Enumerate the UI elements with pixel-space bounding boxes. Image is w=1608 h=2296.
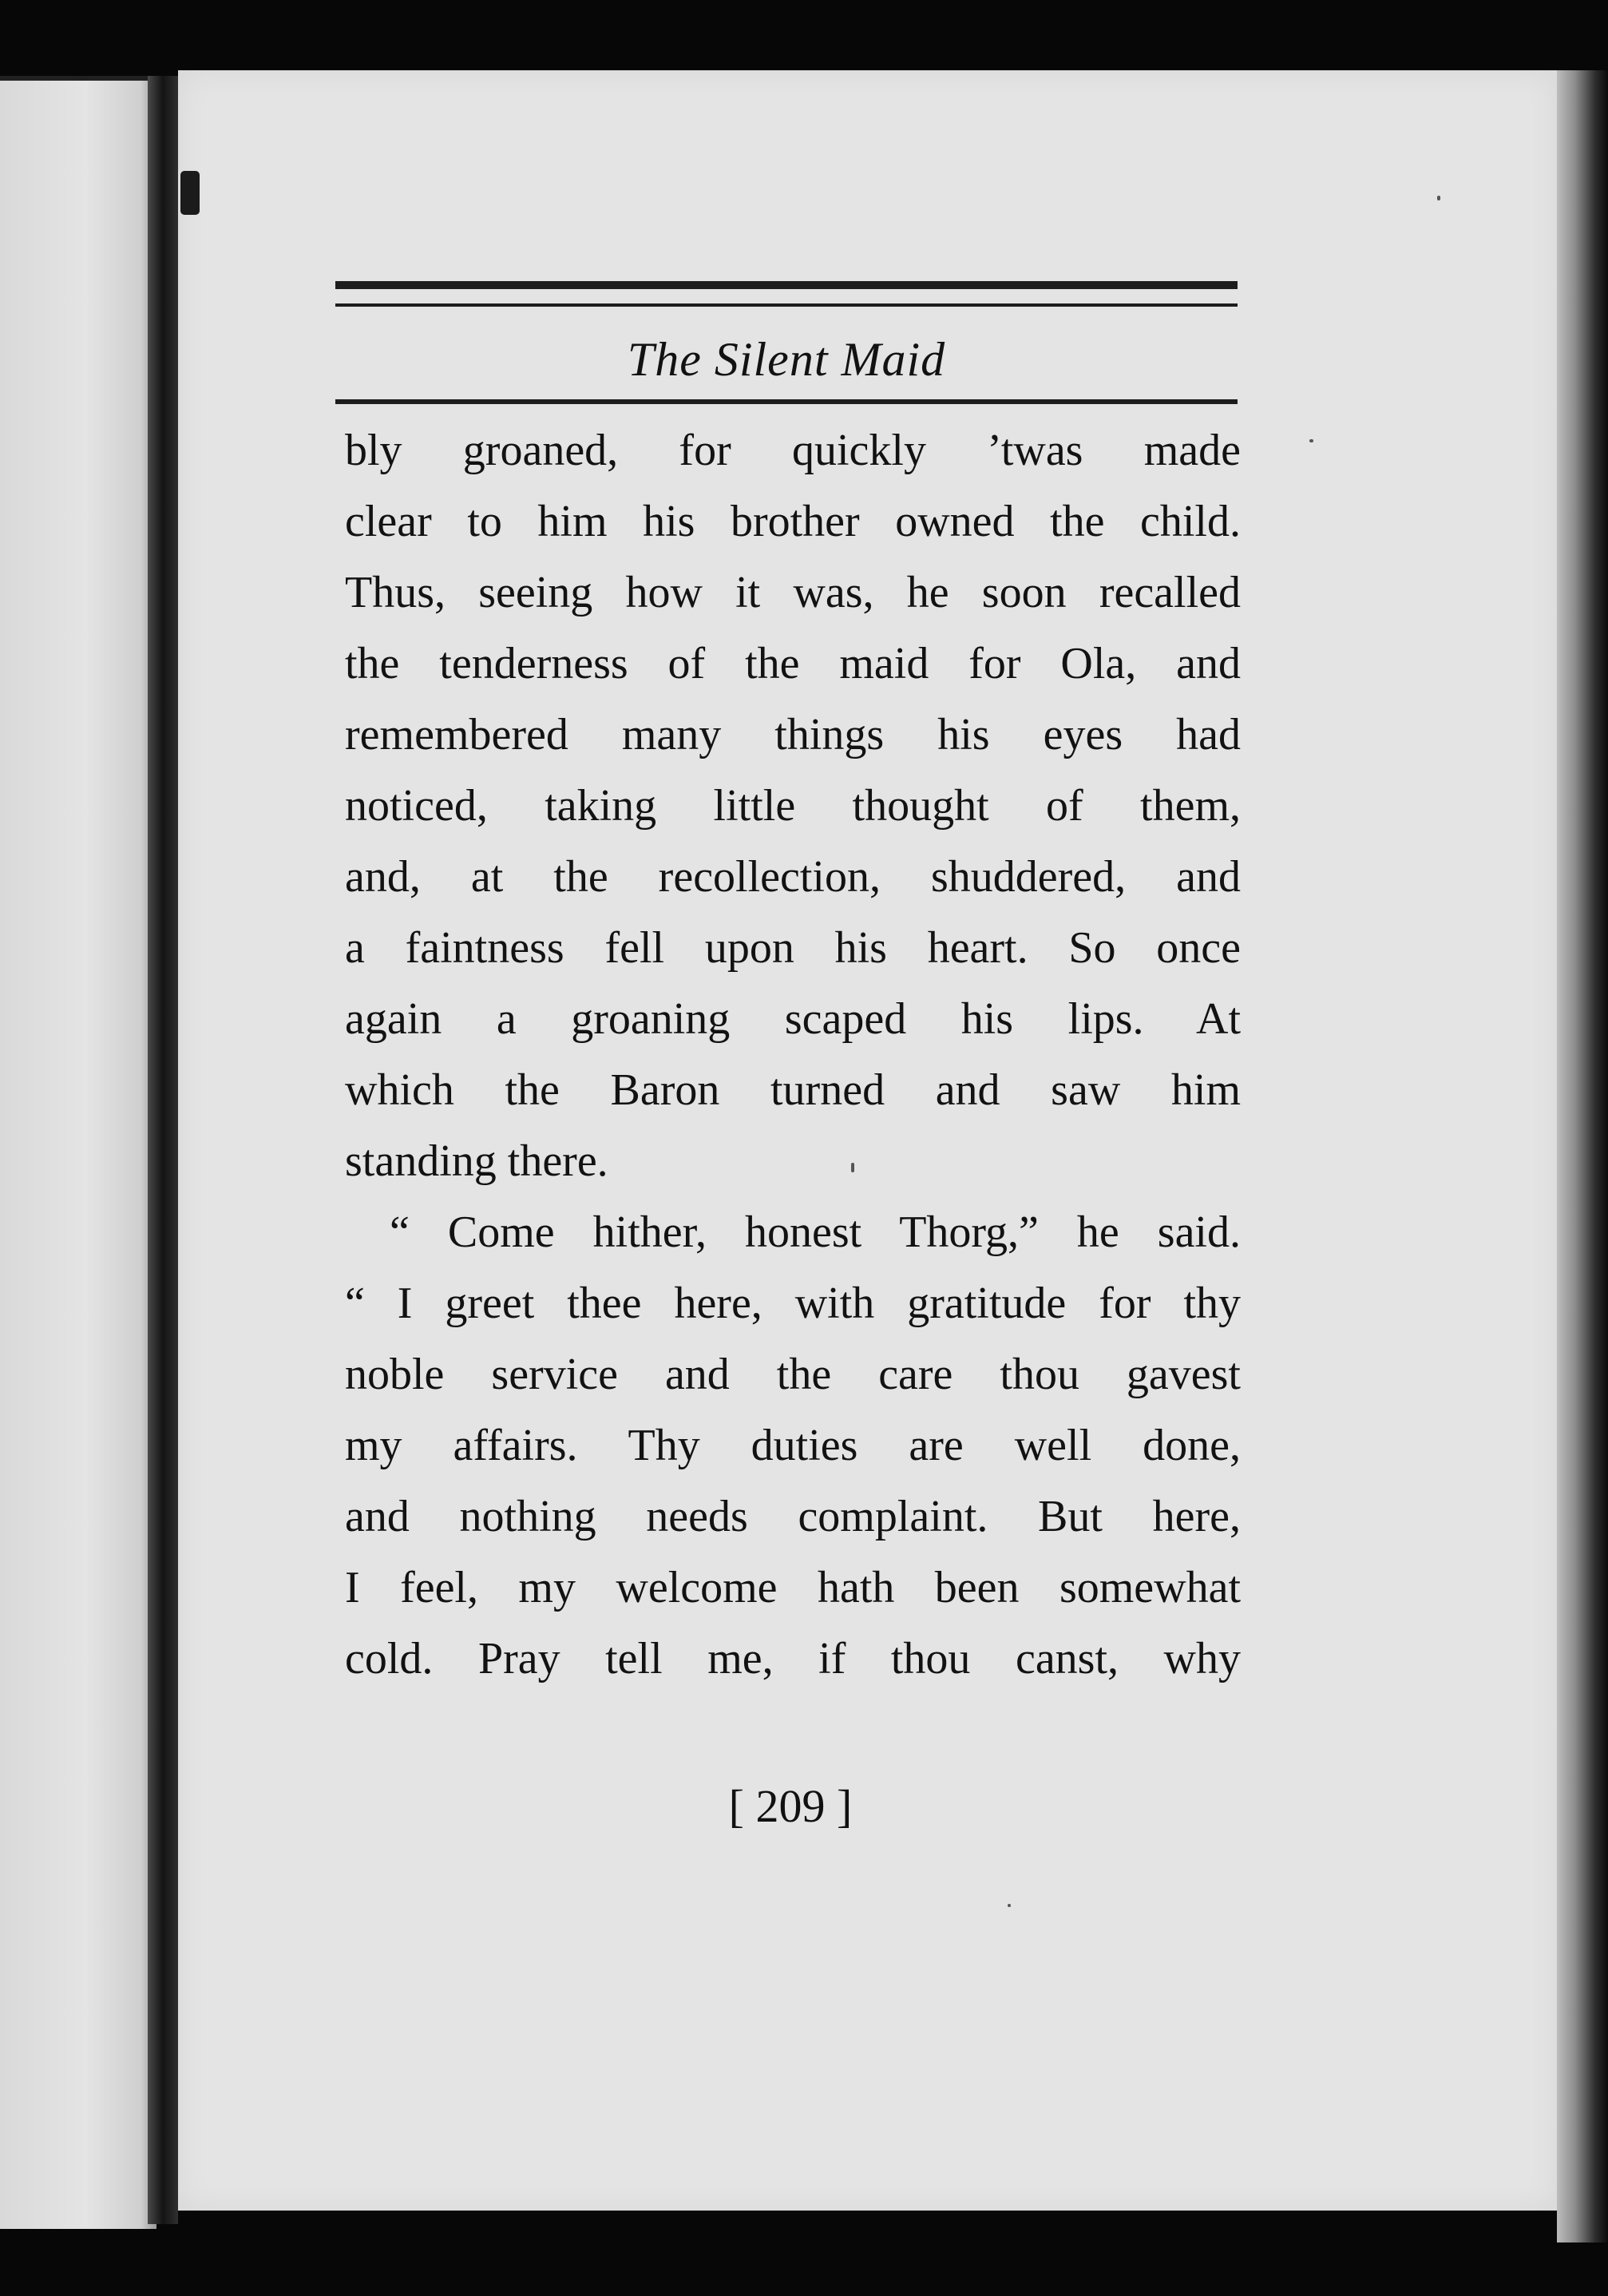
text-line: the tenderness of the maid for Ola, and [345, 639, 1241, 688]
text-line: again a groaning scaped his lips. At [345, 994, 1241, 1044]
dust-speck [1437, 196, 1440, 200]
text-line: noble service and the care thou gavest [345, 1350, 1241, 1399]
text-line: bly groaned, for quickly ’twas made [345, 426, 1241, 475]
text-line: cold. Pray tell me, if thou canst, why [345, 1634, 1241, 1683]
gutter-shadow [148, 76, 178, 2224]
page-edge-right [1557, 70, 1608, 2242]
text-line: which the Baron turned and saw him [345, 1065, 1241, 1115]
header-rule-bottom [335, 399, 1238, 404]
text-line: and nothing needs complaint. But here, [345, 1492, 1241, 1541]
running-head: The Silent Maid [627, 333, 946, 386]
facing-page-edge [0, 76, 156, 2229]
text-line: my affairs. Thy duties are well done, [345, 1421, 1241, 1470]
page-number: [ 209 ] [728, 1780, 853, 1832]
header-rule-thin [335, 303, 1238, 307]
binding-mark [180, 171, 200, 215]
text-line: I feel, my welcome hath been somewhat [345, 1563, 1241, 1612]
text-line: and, at the recollection, shuddered, and [345, 852, 1241, 902]
text-line: “ Come hither, honest Thorg,” he said. [390, 1207, 1241, 1257]
text-line: “ I greet thee here, with gratitude for thy [345, 1279, 1241, 1328]
text-line: standing there. [345, 1136, 608, 1186]
body-text [345, 415, 1241, 1695]
text-line: remembered many things his eyes had [345, 710, 1241, 759]
dust-speck [1309, 439, 1313, 442]
text-line: clear to him his brother owned the child. [345, 497, 1241, 546]
header-rule-thick [335, 281, 1238, 289]
dust-speck [1008, 1904, 1011, 1907]
text-line: noticed, taking little thought of them, [345, 781, 1241, 831]
text-line: Thus, seeing how it was, he soon recalled [345, 568, 1241, 617]
text-line: a faintness fell upon his heart. So once [345, 923, 1241, 973]
